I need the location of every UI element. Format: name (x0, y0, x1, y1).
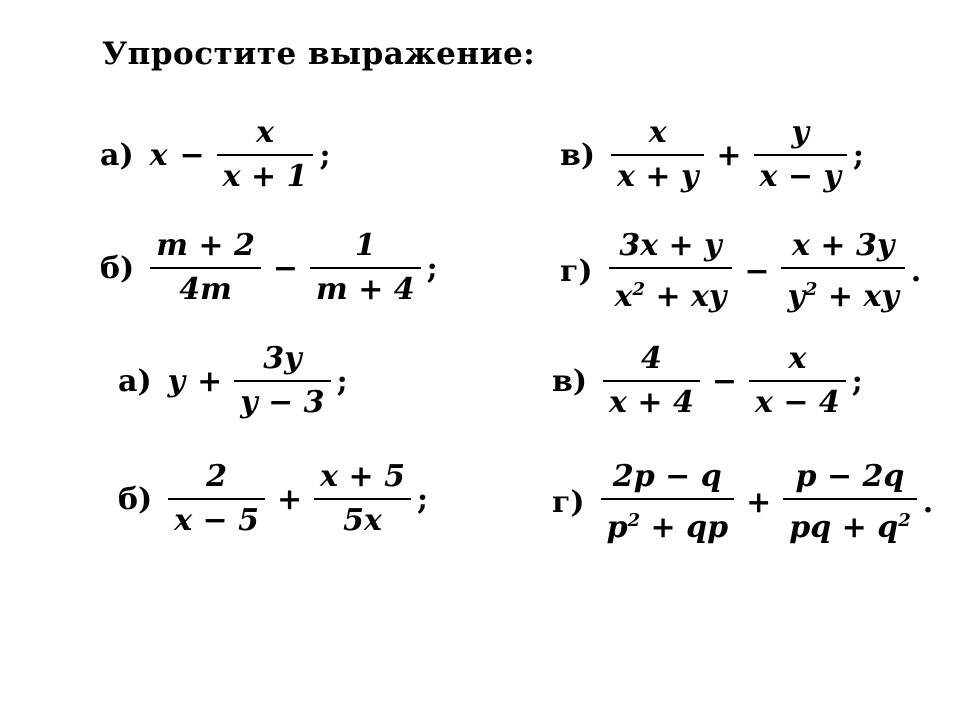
punctuation: . (910, 254, 922, 289)
punctuation: ; (426, 250, 438, 286)
operator: + (197, 363, 223, 399)
denominator: x + 4 (609, 385, 694, 420)
fraction (217, 112, 314, 198)
exponent: 2 (627, 510, 641, 531)
problem-label: г) (560, 254, 593, 289)
fraction (754, 112, 847, 198)
denominator-rest: + xy (645, 279, 727, 314)
numerator: x + 3y (792, 228, 895, 263)
denominator: y − 3 (240, 385, 325, 420)
problem-label: в) (552, 363, 588, 399)
denominator-rest: + xy (817, 279, 899, 314)
numerator: x (648, 115, 667, 150)
operator: − (711, 363, 737, 399)
problem-1a (100, 112, 331, 198)
problem-label: б) (100, 250, 135, 286)
numerator: 1 (354, 228, 376, 263)
lead-term: y (167, 363, 186, 399)
numerator: y (791, 115, 809, 150)
punctuation: ; (416, 481, 429, 517)
fraction (783, 456, 917, 549)
denominator-base: p (606, 510, 628, 545)
denominator: x + y (617, 159, 699, 194)
operator: − (272, 250, 299, 286)
problem-1b (100, 225, 438, 311)
fraction (310, 225, 421, 311)
denominator (601, 500, 735, 549)
operator: + (277, 481, 303, 517)
fraction (611, 112, 704, 198)
denominator: 4m (179, 272, 232, 307)
fraction (150, 225, 261, 311)
numerator: x (788, 341, 807, 376)
denominator-base: y (787, 279, 805, 314)
exponent: 2 (804, 279, 818, 300)
page-heading: Упростите выражение: (102, 36, 536, 72)
operator: − (744, 254, 770, 289)
problem-label: а) (118, 363, 152, 399)
numerator: m + 2 (156, 228, 255, 263)
punctuation: ; (319, 137, 331, 173)
denominator (609, 269, 733, 318)
denominator-base: x (614, 279, 633, 314)
problem-2g (552, 456, 933, 549)
fraction (168, 456, 265, 542)
numerator: 4 (641, 341, 662, 376)
problem-label: в) (560, 137, 596, 173)
punctuation: ; (851, 363, 863, 399)
problem-2v (552, 338, 863, 424)
denominator (781, 269, 904, 318)
punctuation: ; (336, 363, 348, 399)
fraction (601, 456, 735, 549)
fraction (609, 225, 733, 318)
numerator: x + 5 (320, 459, 405, 494)
exponent: 2 (632, 279, 645, 300)
punctuation: . (922, 485, 934, 520)
operator: − (179, 137, 205, 173)
numerator: 3x + y (619, 228, 722, 263)
denominator: x + 1 (222, 159, 308, 194)
operator: + (716, 137, 742, 173)
operator: + (746, 485, 772, 520)
problem-label: б) (118, 481, 153, 517)
denominator (783, 500, 917, 549)
problem-1v (560, 112, 864, 198)
denominator: m + 4 (316, 272, 415, 307)
fraction (314, 456, 411, 542)
numerator: x (256, 115, 275, 150)
fraction (603, 338, 700, 424)
denominator: x − 5 (174, 503, 260, 538)
problem-label: а) (100, 137, 134, 173)
fraction (781, 225, 904, 318)
numerator: p − 2q (795, 459, 905, 494)
problem-2b (118, 456, 428, 542)
lead-term: x (149, 137, 168, 173)
problem-2a (118, 338, 348, 424)
numerator: 3y (263, 341, 302, 376)
fraction (749, 338, 846, 424)
denominator-rest: + qp (640, 510, 729, 545)
denominator: x − y (759, 159, 841, 194)
problem-1g (560, 225, 921, 318)
numerator: 2p − q (612, 459, 722, 494)
punctuation: ; (852, 137, 864, 173)
denominator-base: pq + q (789, 510, 899, 545)
numerator: 2 (206, 459, 228, 494)
denominator: 5x (343, 503, 382, 538)
problem-label: г) (552, 485, 585, 520)
fraction (234, 338, 330, 424)
exponent: 2 (898, 510, 911, 531)
denominator: x − 4 (754, 385, 840, 420)
